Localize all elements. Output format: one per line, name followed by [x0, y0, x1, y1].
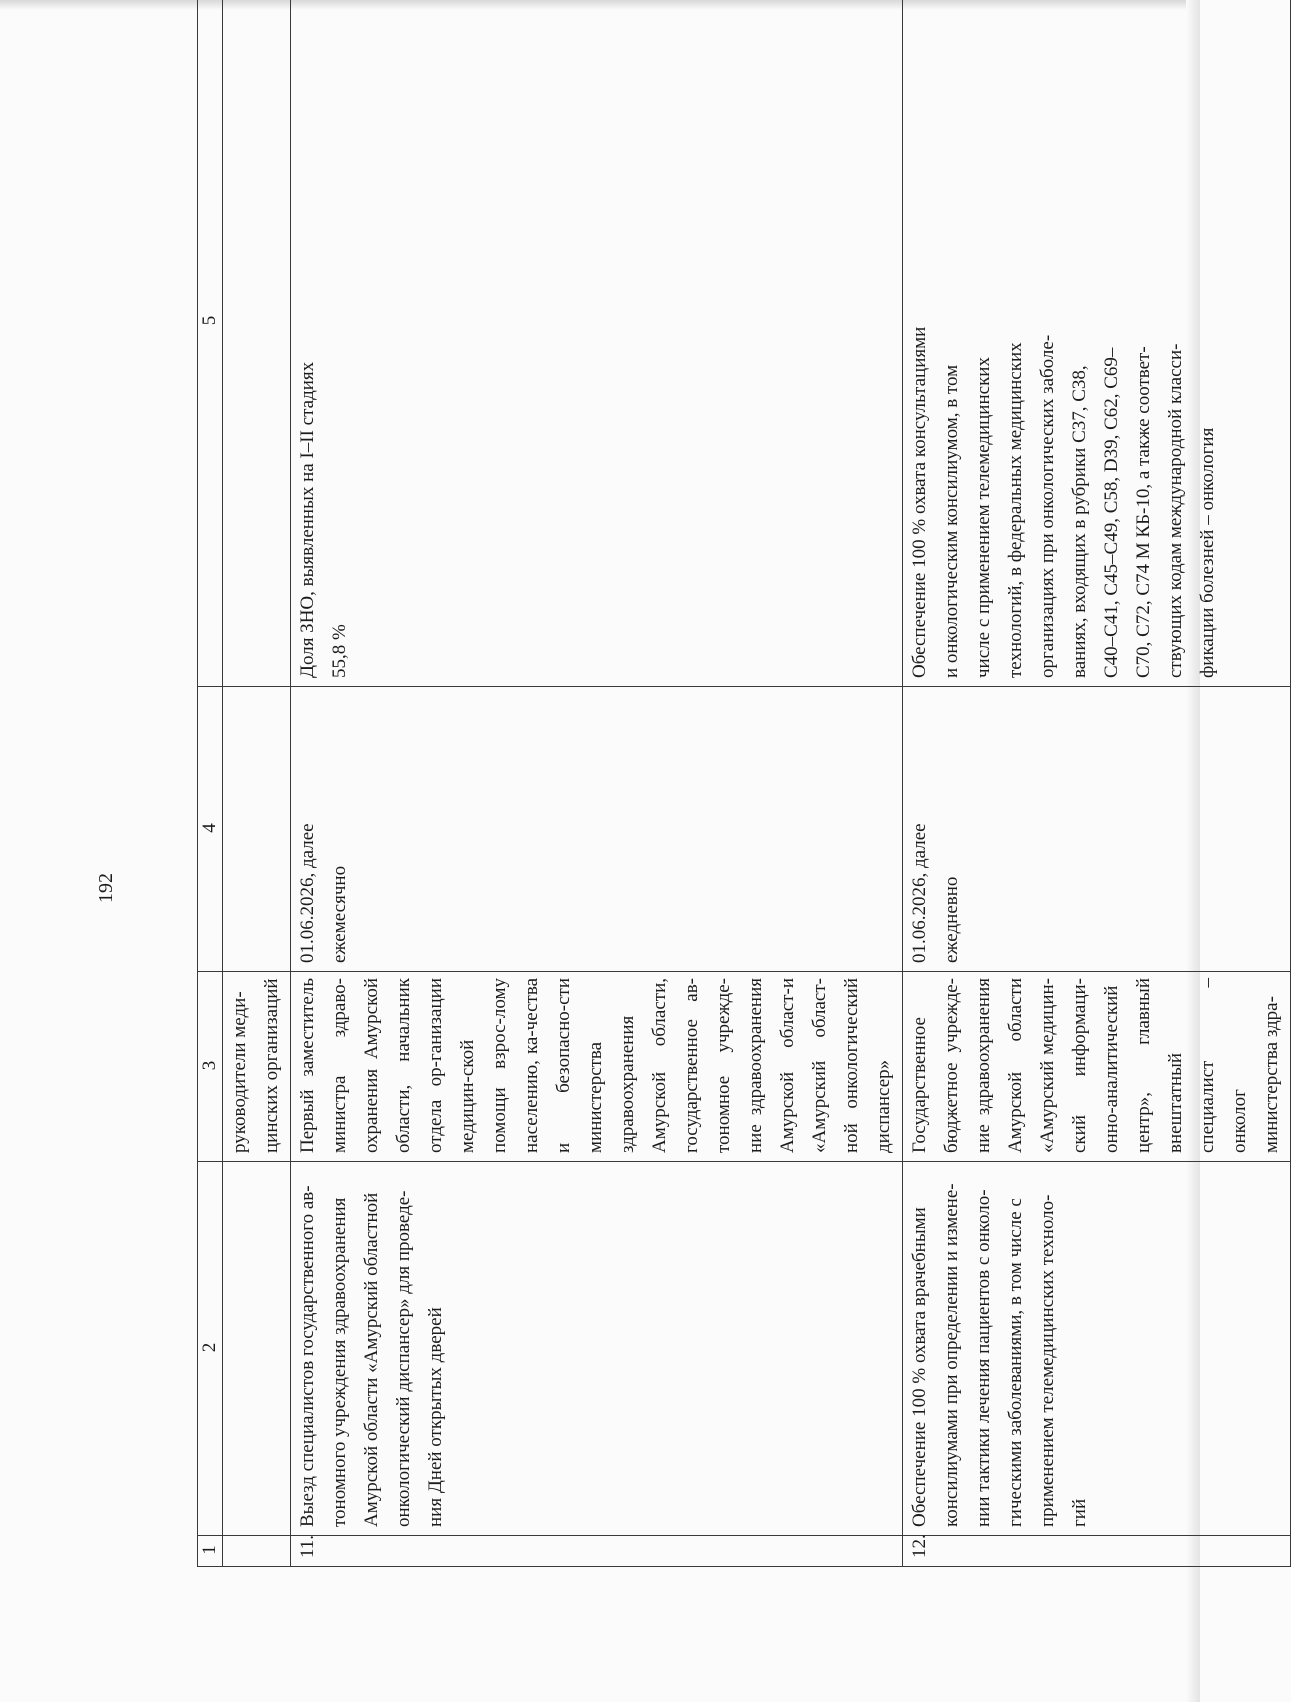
table-row	[291, 0, 903, 1567]
result-cell	[223, 0, 291, 687]
responsible-cell: руководители меди- цинских организаций	[223, 972, 291, 1162]
event-cell: Обеспечение 100 % охвата врачебными консилиумами при определении и измене- нии тактики лечения пациентов с онколо- гическими заболеваниями, в том числе с применением телемедицинских техноло- гий	[903, 1162, 1291, 1536]
header-row	[198, 0, 223, 1567]
deadline-cell: 01.06.2026, далее ежемесячно	[291, 687, 903, 972]
deadline-cell	[223, 687, 291, 972]
measures-table	[197, 0, 1291, 1567]
deadline-cell: 01.06.2026, далее ежедневно	[903, 687, 1291, 972]
header-col-2: 2	[198, 1162, 223, 1536]
page-number: 192	[95, 873, 117, 903]
header-col-3: 3	[198, 972, 223, 1162]
header-col-5: 5	[198, 0, 223, 687]
result-cell: Обеспечение 100 % охвата консультациями и онкологическим консилиумом, в том числе с применением телемедицинских технологий, в федеральных медицинских организациях при онкологических заболе- ваниях, входящих в рубрики С37, С38, С40–С41, С45–С49, С58, D39, С62, С69– С70, С72, С74 М КБ-10, а также соответ- ствующих кодам международной класси- фикации болезней – онкология	[903, 0, 1291, 687]
row-number: 12.	[903, 1536, 1291, 1567]
row-number: 11.	[291, 1536, 903, 1567]
event-cell: Выезд специалистов государственного ав- тономного учреждения здравоохранения Амурской области «Амурский областной онкологический диспансер» для проведе- ния Дней открытых дверей	[291, 1162, 903, 1536]
header-col-4: 4	[198, 687, 223, 972]
table-row-continuation	[223, 0, 291, 1567]
responsible-cell: Государственное бюджетное учрежде-ние здравоохранения Амурской области «Амурский медицин-ский информаци-онно-аналитический центр», главный внештатный специалист – онколог министерства здра-	[903, 972, 1291, 1162]
rotated-table-stage	[197, 0, 1282, 1567]
responsible-cell: Первый заместитель министра здраво-охранения Амурской области, начальник отдела ор-ганизации медицин-ской помощи взрос-лому населению, ка-чества и безопасно-сти министерства здравоохранения Амурской области, государственное ав-тономное учрежде-ние здравоохранения Амурской област-и «Амурский област-ной онкологический диспансер»	[291, 972, 903, 1162]
table-row	[903, 0, 1291, 1567]
header-col-1: 1	[198, 1536, 223, 1567]
result-cell: Доля ЗНО, выявленных на I–II стадиях 55,8 %	[291, 0, 903, 687]
row-number	[223, 1536, 291, 1567]
event-cell	[223, 1162, 291, 1536]
